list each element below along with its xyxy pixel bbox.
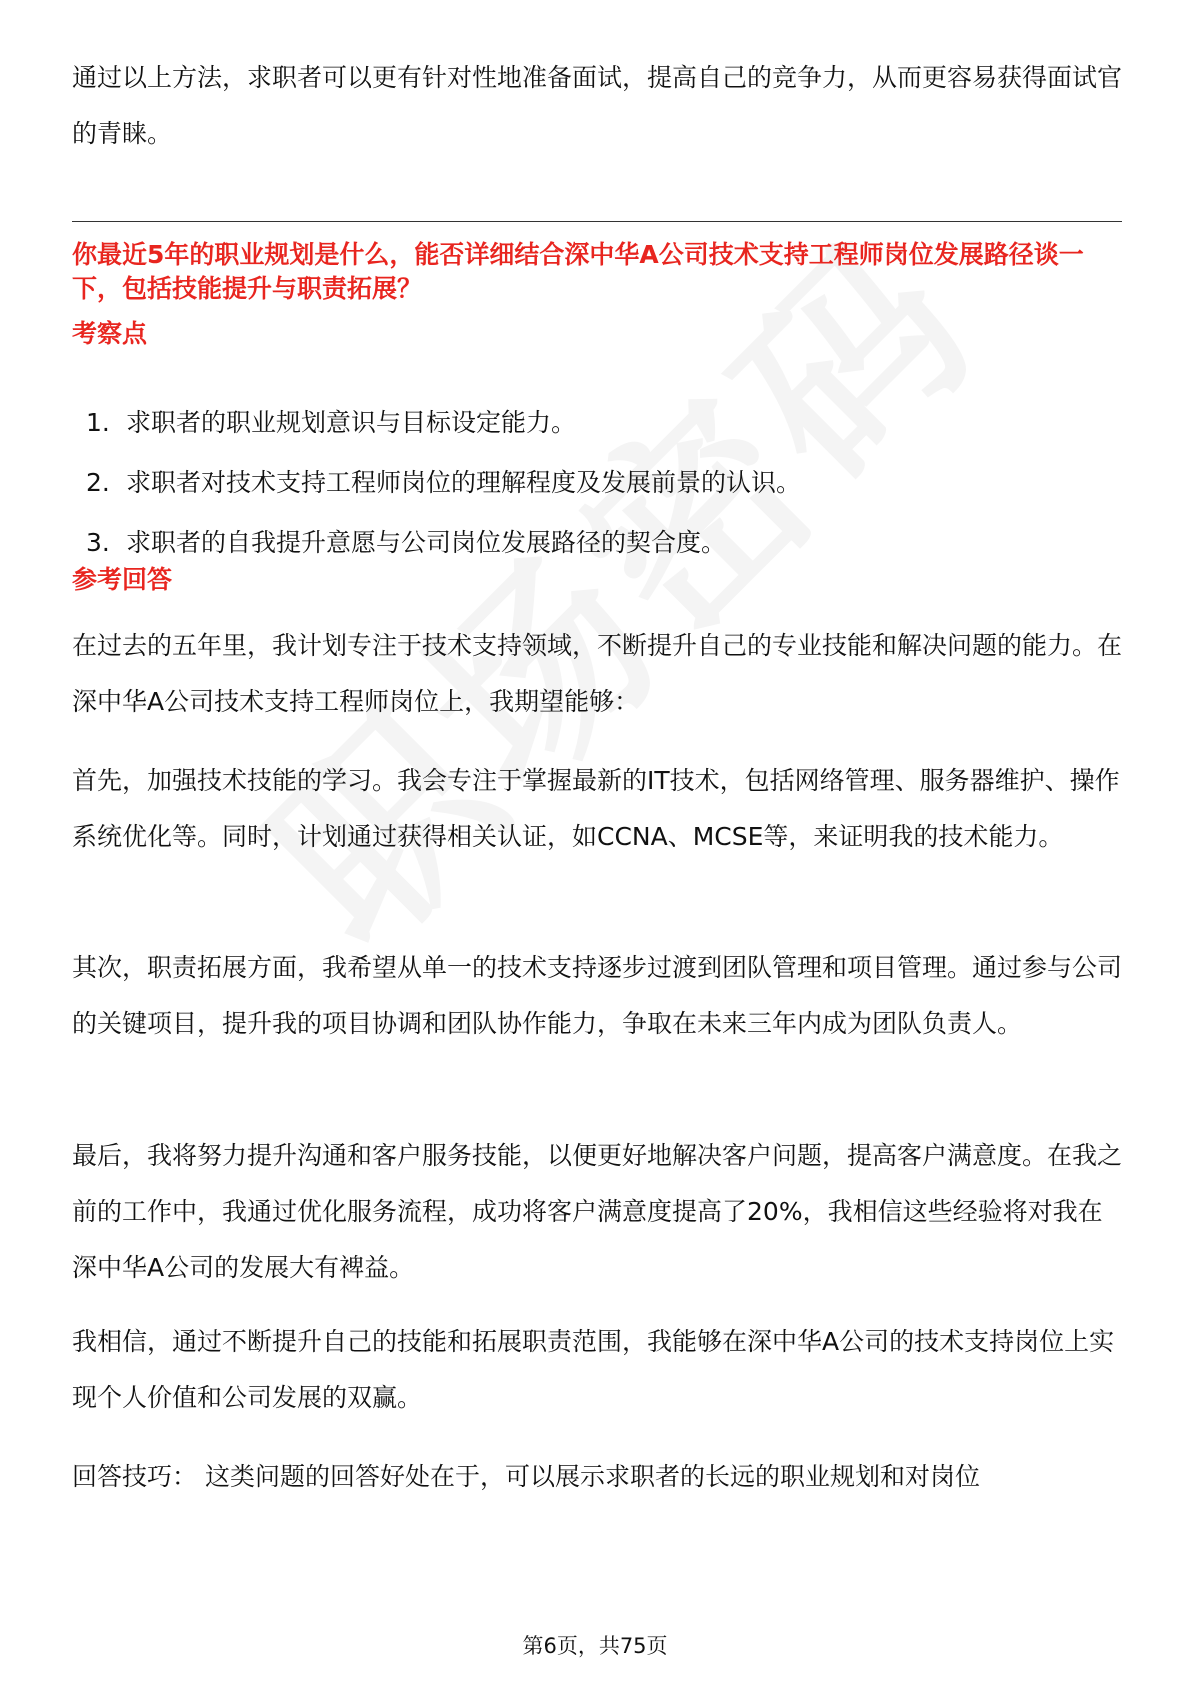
answer-paragraph: 最后，我将努力提升沟通和客户服务技能，以便更好地解决客户问题，提高客户满意度。在我之前的工作中，我通过优化服务流程，成功将客户满意度提高了20%，我相信这些经验将对我在深中华A公司的发展大有裨益。	[72, 1141, 1123, 1282]
list-item-number: 3.	[86, 528, 110, 557]
list-item-text: 求职者对技术支持工程师岗位的理解程度及发展前景的认识。	[126, 468, 802, 497]
focus-list	[72, 403, 1122, 583]
answer-paragraph: 我相信，通过不断提升自己的技能和拓展职责范围，我能够在深中华A公司的技术支持岗位上实现个人价值和公司发展的双赢。	[72, 1327, 1115, 1412]
list-item	[72, 463, 1122, 523]
focus-title: 考察点	[72, 319, 148, 348]
list-item	[72, 403, 1122, 463]
answer-paragraph: 在过去的五年里，我计划专注于技术支持领域，不断提升自己的专业技能和解决问题的能力。在深中华A公司技术支持工程师岗位上，我期望能够：	[72, 631, 1123, 716]
answer-paragraph: 其次，职责拓展方面，我希望从单一的技术支持逐步过渡到团队管理和项目管理。通过参与公司的关键项目，提升我的项目协调和团队协作能力，争取在未来三年内成为团队负责人。	[72, 953, 1123, 1038]
list-item-number: 2.	[86, 468, 110, 497]
list-item-text: 求职者的职业规划意识与目标设定能力。	[126, 408, 577, 437]
list-item-text: 求职者的自我提升意愿与公司岗位发展路径的契合度。	[126, 528, 727, 557]
section-divider	[72, 221, 1122, 222]
intro-paragraph: 通过以上方法，求职者可以更有针对性地准备面试，提高自己的竞争力，从而更容易获得面试官的青睐。	[72, 63, 1123, 148]
question-heading: 你最近5年的职业规划是什么，能否详细结合深中华A公司技术支持工程师岗位发展路径谈一下，包括技能提升与职责拓展？	[72, 240, 1084, 303]
answer-title: 参考回答	[72, 565, 173, 594]
page-number: 第6页，共75页	[522, 1634, 668, 1658]
tips-paragraph: 回答技巧： 这类问题的回答好处在于，可以展示求职者的长远的职业规划和对岗位	[72, 1462, 980, 1491]
list-item	[72, 523, 1122, 583]
list-item-number: 1.	[86, 408, 110, 437]
answer-paragraph: 首先，加强技术技能的学习。我会专注于掌握最新的IT技术，包括网络管理、服务器维护、操作系统优化等。同时，计划通过获得相关认证，如CCNA、MCSE等，来证明我的技术能力。	[72, 766, 1120, 851]
